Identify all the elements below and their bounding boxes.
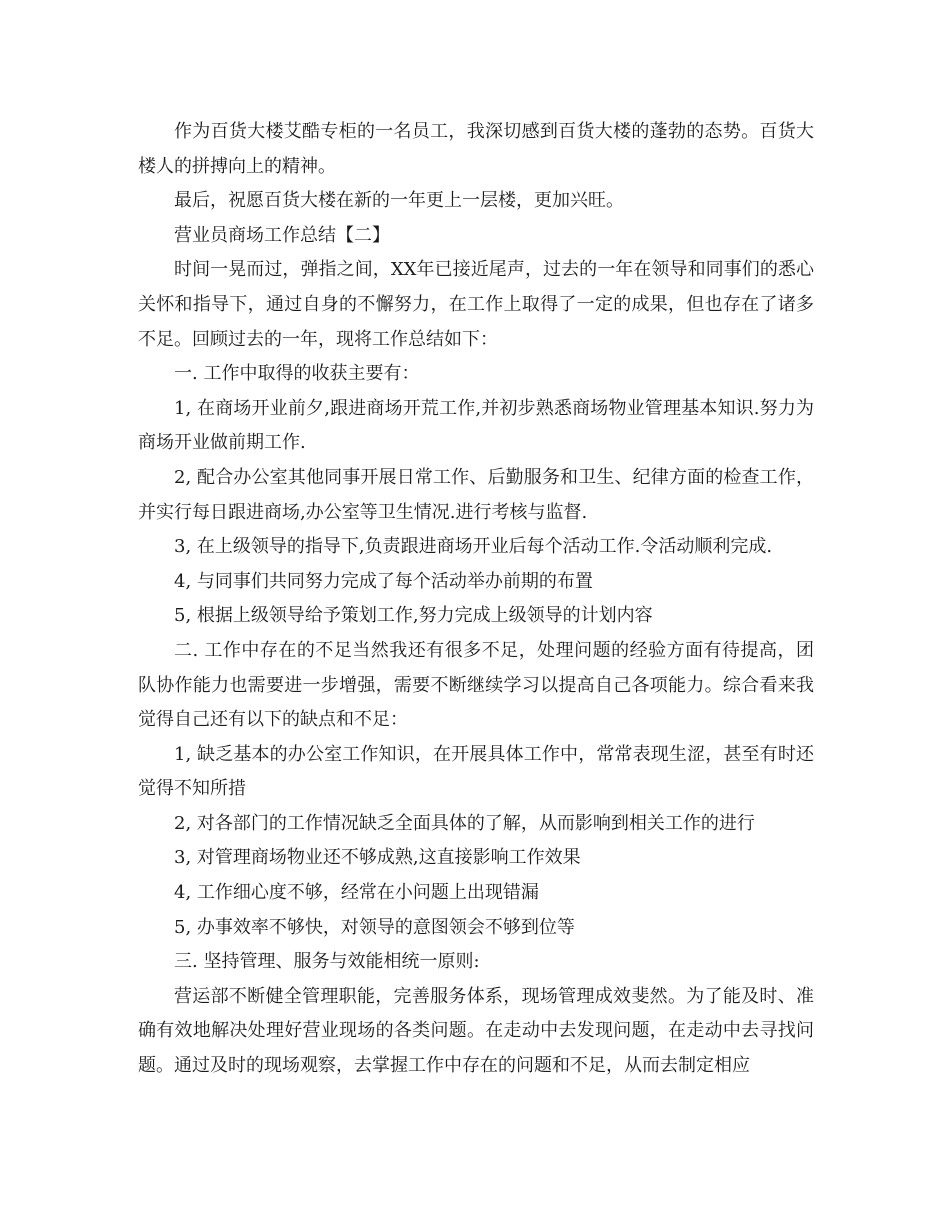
list-item-achievement-5: 5, 根据上级领导给予策划工作,努力完成上级领导的计划内容 [174,605,653,627]
section-title-summary-two: 营业员商场工作总结【二】 [174,224,390,246]
section-heading-shortcomings: 二. 工作中存在的不足当然我还有很多不足，处理问题的经验方面有待提高，团队协作能力也需要进一步增强，需要不断继续学习以提高自己各项能力。综合看来我觉得自己还有以下的缺点和不足： [138,639,814,731]
list-item-shortcoming-5: 5, 办事效率不够快，对领导的意图领会不够到位等 [174,916,575,938]
section-heading-achievements: 一. 工作中取得的收获主要有： [174,363,420,385]
list-item-achievement-3: 3, 在上级领导的指导下,负责跟进商场开业后每个活动工作.令活动顺利完成. [174,536,773,558]
section-heading-principle: 三. 坚持管理、服务与效能相统一原则: [174,951,480,973]
list-item-achievement-2: 2, 配合办公室其他同事开展日常工作、后勤服务和卫生、纪律方面的检查工作，并实行每日跟进商场,办公室等卫生情况.进行考核与监督. [138,466,814,523]
list-item-achievement-4: 4, 与同事们共同努力完成了每个活动举办前期的布置 [174,570,593,592]
document-body [138,115,814,1084]
paragraph-closing-wish: 最后，祝愿百货大楼在新的一年更上一层楼，更加兴旺。 [174,190,624,212]
list-item-shortcoming-4: 4, 工作细心度不够，经常在小问题上出现错漏 [174,882,539,904]
list-item-shortcoming-2: 2, 对各部门的工作情况缺乏全面具体的了解，从而影响到相关工作的进行 [174,812,755,834]
paragraph-operations: 营运部不断健全管理职能，完善服务体系，现场管理成效斐然。为了能及时、准确有效地解决处理好营业现场的各类问题。在走动中去发现问题，在走动中去寻找问题。通过及时的现场观察，去掌握工作中存在的问题和不足，从而去制定相应 [138,985,814,1077]
list-item-achievement-1: 1, 在商场开业前夕,跟进商场开荒工作,并初步熟悉商场物业管理基本知识.努力为商场开业做前期工作. [138,397,814,454]
paragraph-intro-employee: 作为百货大楼艾酷专柜的一名员工，我深切感到百货大楼的蓬勃的态势。百货大楼人的拼搏向上的精神。 [138,121,814,177]
list-item-shortcoming-3: 3, 对管理商场物业还不够成熟,这直接影响工作效果 [174,847,581,869]
paragraph-year-review: 时间一晃而过，弹指之间，XX年已接近尾声，过去的一年在领导和同事们的悉心关怀和指导下，通过自身的不懈努力，在工作上取得了一定的成果，但也存在了诸多不足。回顾过去的一年，现将工作总结如下： [138,259,814,350]
list-item-shortcoming-1: 1, 缺乏基本的办公室工作知识，在开展具体工作中，常常表现生涩，甚至有时还觉得不知所措 [138,743,814,800]
